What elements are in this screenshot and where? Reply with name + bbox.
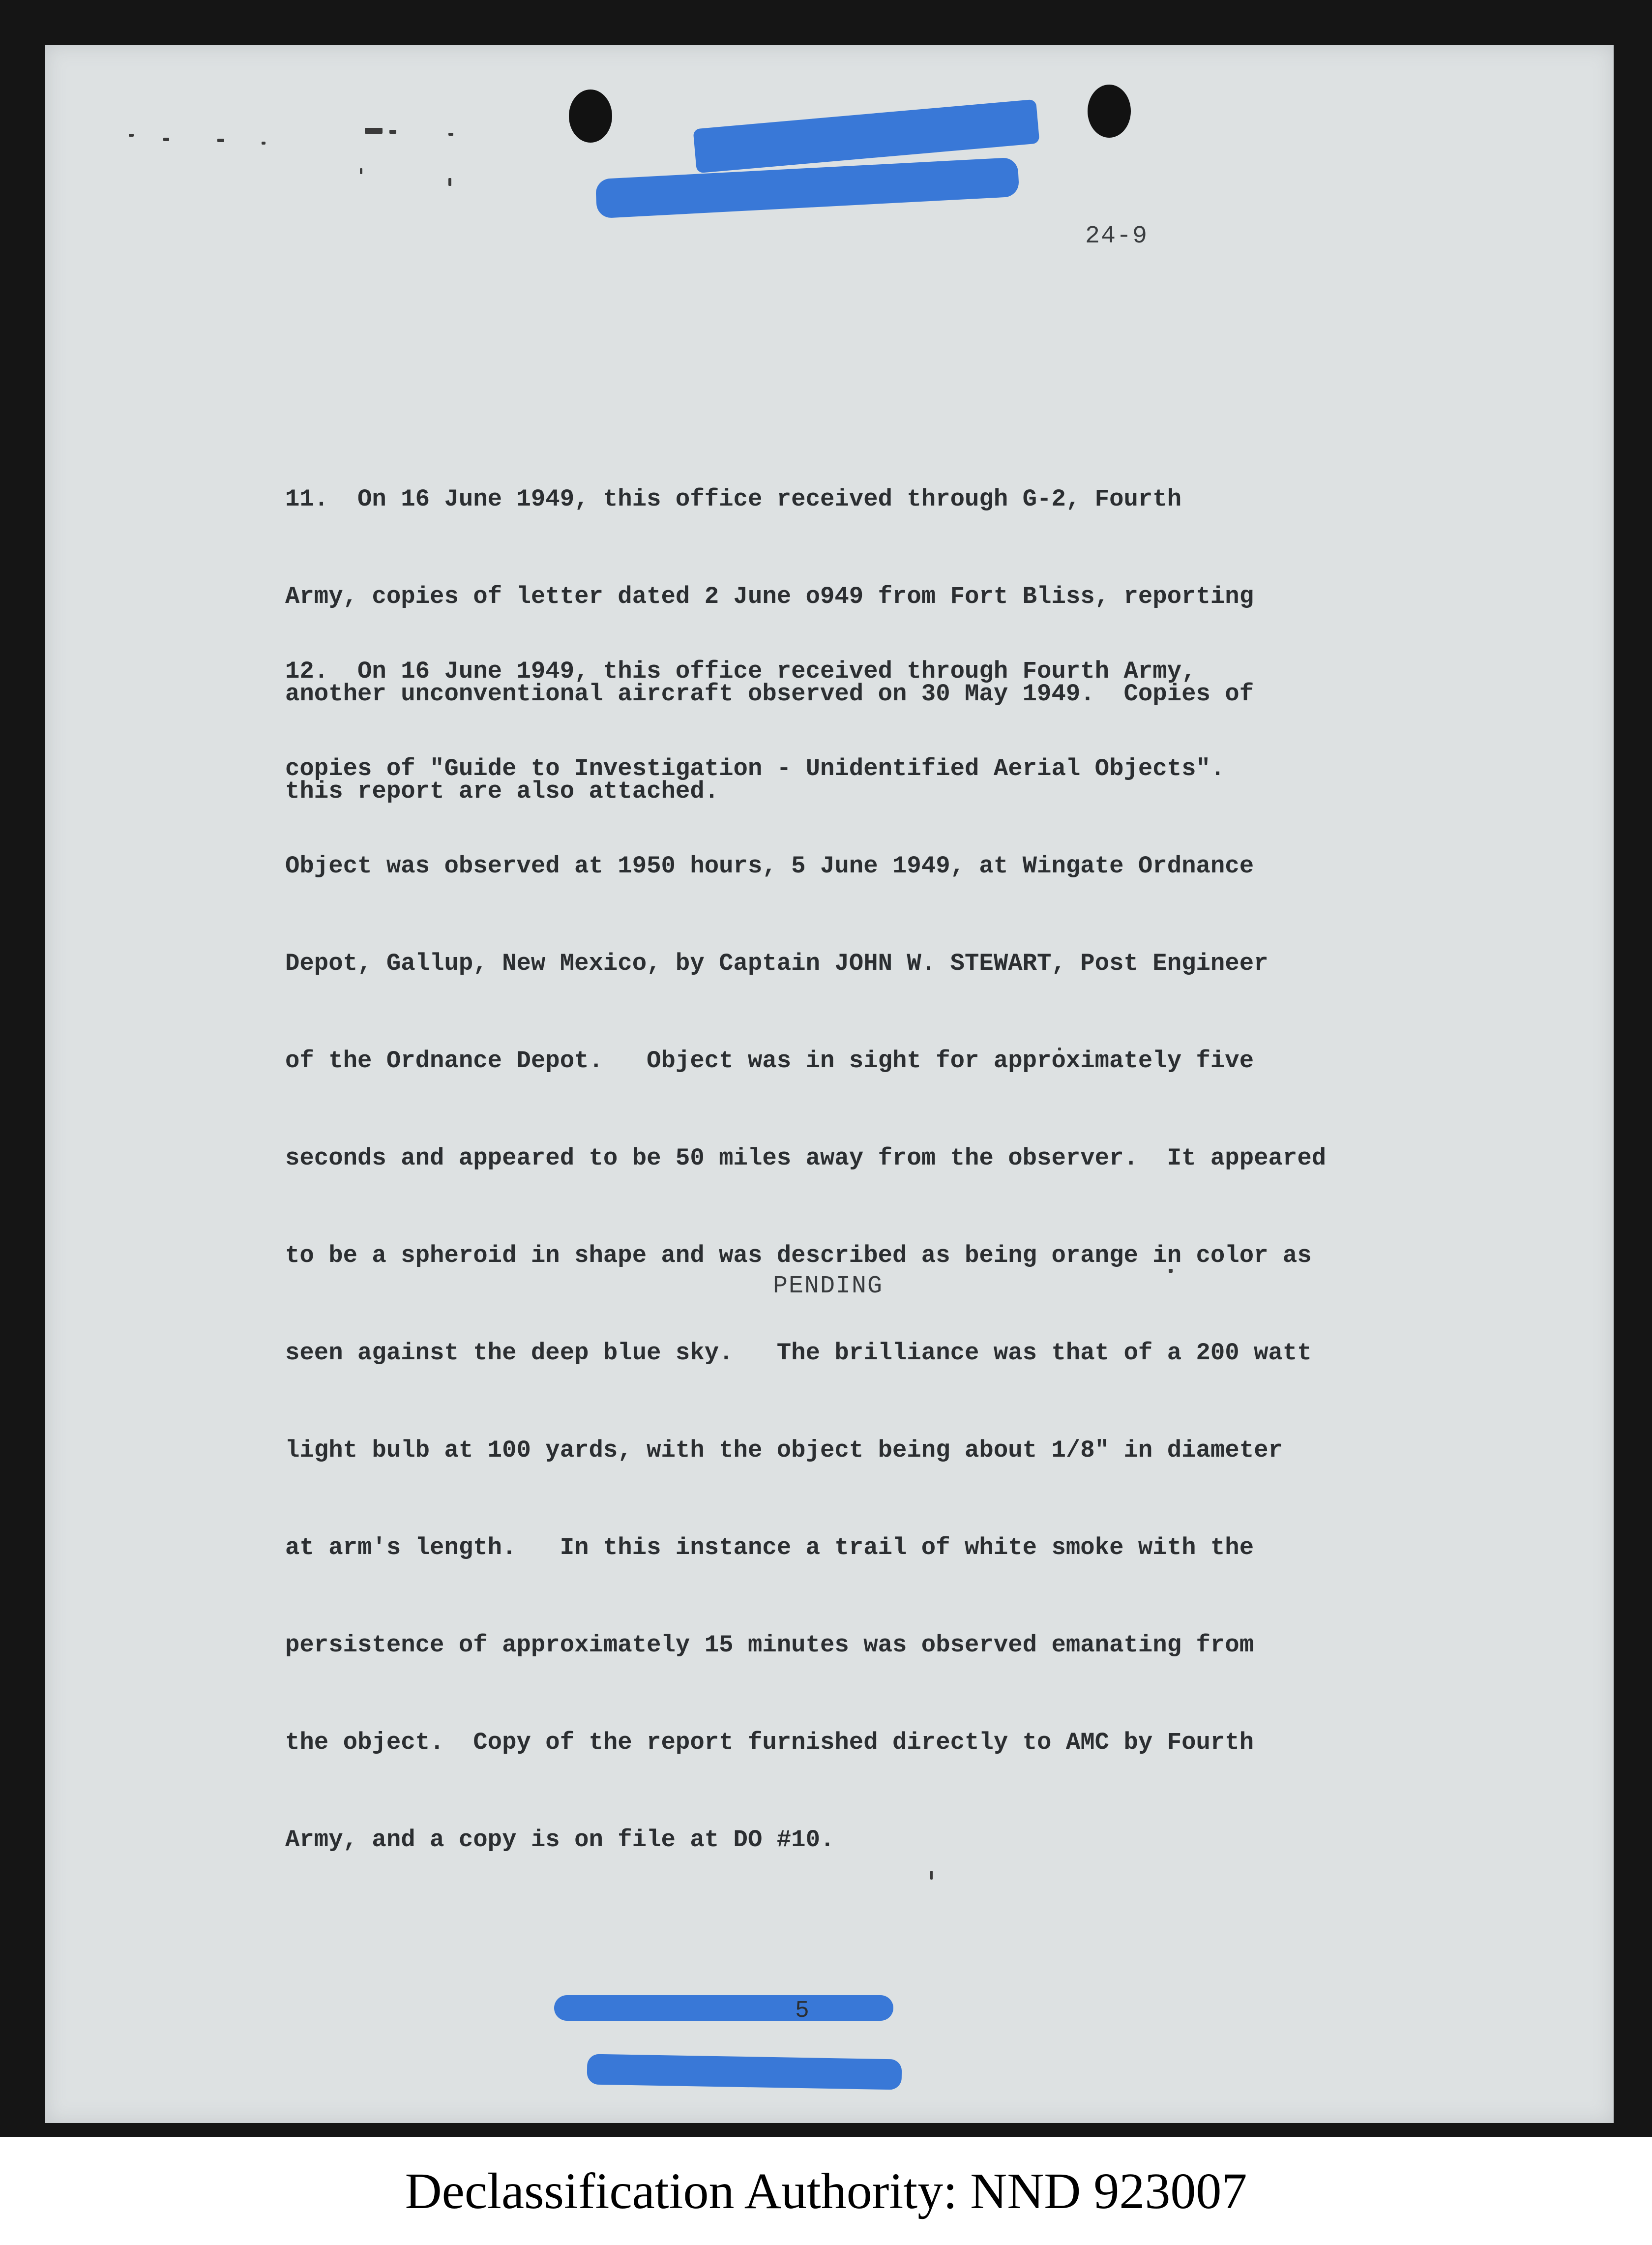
paper-speck xyxy=(448,178,451,186)
text-line: Army, copies of letter dated 2 June o949 from Fort Bliss, reporting xyxy=(285,583,1254,610)
page-reference: 24-9 xyxy=(1085,222,1149,250)
text-line: persistence of approximately 15 minutes was observed emanating from xyxy=(285,1631,1254,1659)
text-line: another unconventional aircraft observed on 30 May 1949. Copies of xyxy=(285,680,1254,708)
caption-text: Declassification Authority: NND 923007 xyxy=(405,2162,1247,2219)
paper-speck xyxy=(365,128,383,134)
declassification-caption xyxy=(0,2137,1652,2245)
text-line: copies of "Guide to Investigation - Unidentified Aerial Objects". xyxy=(285,755,1225,782)
text-line: Army, and a copy is on file at DO #10. xyxy=(285,1826,835,1854)
redaction-mark xyxy=(587,2054,902,2090)
text-line: seen against the deep blue sky. The brilliance was that of a 200 watt xyxy=(285,1339,1312,1367)
redaction-mark xyxy=(595,157,1019,219)
paper-speck xyxy=(262,142,266,145)
redaction-mark xyxy=(554,1995,893,2021)
paper-speck xyxy=(360,168,362,174)
punch-hole-right xyxy=(1088,85,1131,138)
paragraph-12 xyxy=(285,590,1326,1921)
paper-speck xyxy=(163,138,169,141)
text-line: Depot, Gallup, New Mexico, by Captain JOHN W. STEWART, Post Engineer xyxy=(285,950,1268,977)
paper-speck xyxy=(389,130,396,134)
text-line: this report are also attached. xyxy=(285,778,719,805)
text-line: 12. On 16 June 1949, this office received through Fourth Army, xyxy=(285,658,1196,685)
text-line: of the Ordnance Depot. Object was in sight for approximately five xyxy=(285,1047,1254,1075)
text-line: light bulb at 100 yards, with the object being about 1/8" in diameter xyxy=(285,1437,1283,1464)
text-line: the object. Copy of the report furnished directly to AMC by Fourth xyxy=(285,1729,1254,1756)
paper-speck xyxy=(217,139,224,142)
page-number: 5 xyxy=(795,1998,809,2024)
text-line: seconds and appeared to be 50 miles away from the observer. It appeared xyxy=(285,1144,1327,1172)
text-line: Object was observed at 1950 hours, 5 June 1949, at Wingate Ordnance xyxy=(285,852,1254,880)
status-pending: PENDING xyxy=(773,1272,884,1300)
punch-hole-left xyxy=(569,90,612,143)
document-page xyxy=(45,45,1614,2123)
paper-speck xyxy=(448,133,453,136)
paper-speck xyxy=(129,134,134,137)
text-line: at arm's length. In this instance a trail of white smoke with the xyxy=(285,1534,1254,1561)
text-line: to be a spheroid in shape and was described as being orange in color as xyxy=(285,1242,1312,1269)
text-line: 11. On 16 June 1949, this office received through G-2, Fourth xyxy=(285,485,1182,513)
